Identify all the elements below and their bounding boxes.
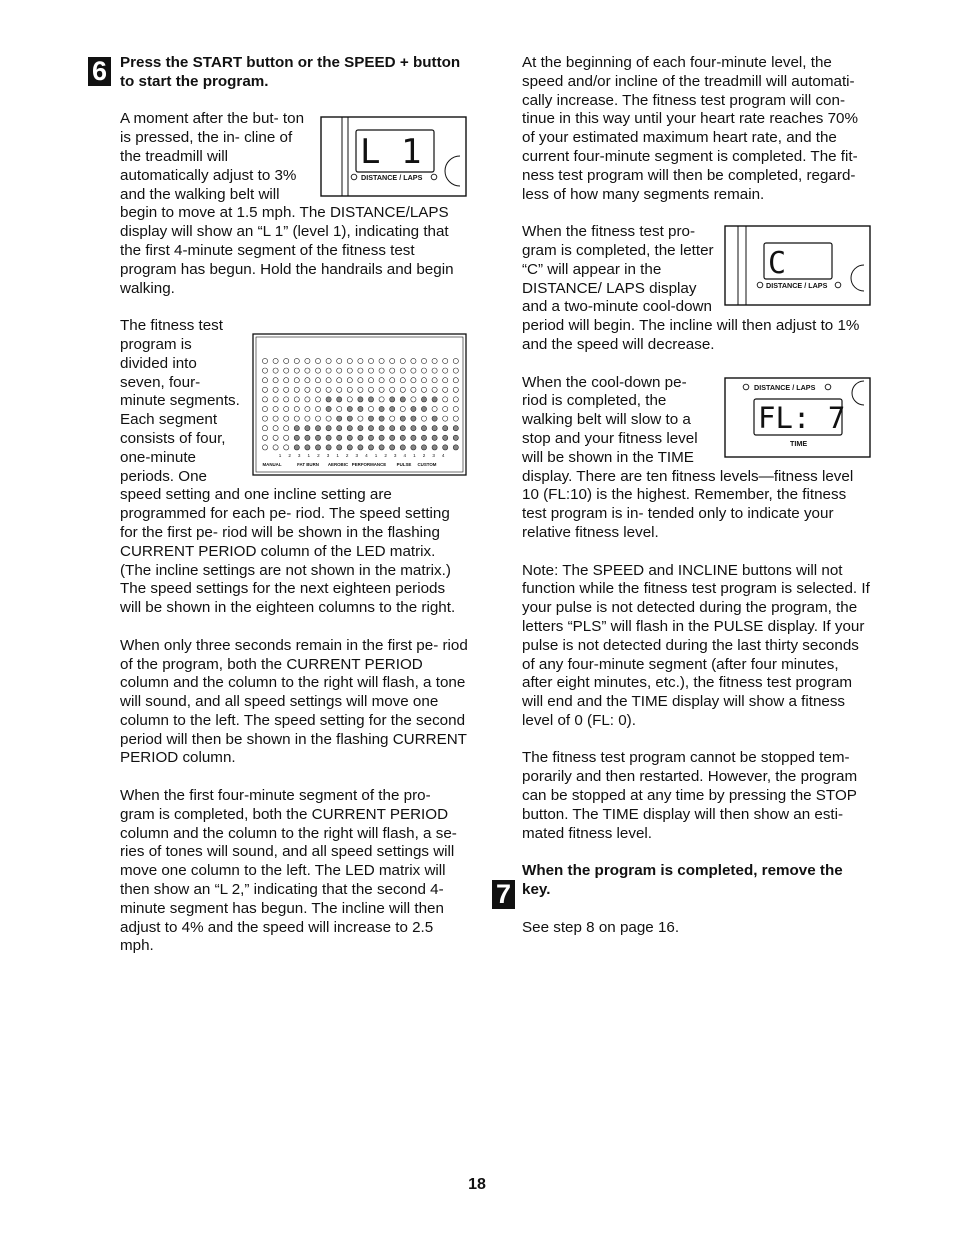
matrix-program-label: FAT BURN	[297, 462, 319, 468]
led-dot	[421, 407, 426, 412]
led-dot	[421, 426, 426, 431]
led-dot	[337, 416, 342, 421]
led-dot	[400, 407, 405, 412]
led-dot	[432, 407, 437, 412]
led-dot	[294, 445, 299, 450]
led-dot	[432, 416, 437, 421]
figure-level-display	[320, 116, 468, 198]
led-dot	[315, 368, 320, 373]
led-dot	[453, 426, 458, 431]
led-dot	[400, 426, 405, 431]
led-dot	[411, 445, 416, 450]
led-dot	[400, 416, 405, 421]
led-dot	[411, 435, 416, 440]
led-dot	[379, 407, 384, 412]
led-dot	[337, 387, 342, 392]
step-6-number: 6	[88, 57, 111, 86]
led-dot	[358, 416, 363, 421]
led-dot	[379, 397, 384, 402]
led-dot	[347, 397, 352, 402]
led-dot	[305, 407, 310, 412]
led-dot	[294, 359, 299, 364]
step-6-paragraph-7: When the cool-down pe- riod is completed, the walking belt will slow to a stop and your fitness level will be shown in the TIME display. There are ten fitness levels—fitness level 10 (FL:10) is the highest. Remember, the fitness test program is in- tended only to indicate your relative fitness level.	[522, 373, 854, 541]
led-dot	[443, 435, 448, 440]
led-dot	[284, 426, 289, 431]
led-dot	[273, 378, 278, 383]
led-dot	[284, 407, 289, 412]
led-dot	[315, 445, 320, 450]
led-dot	[453, 368, 458, 373]
step-7-title: When the program is completed, remove the key.	[522, 862, 843, 899]
led-dot	[326, 387, 331, 392]
led-dot	[400, 359, 405, 364]
led-dot	[400, 378, 405, 383]
matrix-column-number: 1	[413, 453, 416, 459]
led-dot	[315, 378, 320, 383]
led-dot	[315, 397, 320, 402]
led-dot	[390, 426, 395, 431]
led-dot	[305, 435, 310, 440]
led-dot	[379, 387, 384, 392]
matrix-program-label: PERFORMANCE	[351, 462, 387, 468]
led-dot	[315, 359, 320, 364]
led-dot	[368, 368, 373, 373]
led-dot	[390, 445, 395, 450]
led-dot	[262, 378, 267, 383]
matrix-program-label: CUSTOM	[417, 462, 437, 468]
led-dot	[337, 445, 342, 450]
led-dot	[326, 416, 331, 421]
led-dot	[284, 387, 289, 392]
led-dot	[315, 407, 320, 412]
matrix-column-number: 3	[355, 453, 359, 459]
step-6-paragraph-4: When the first four-minute segment of the pro- gram is completed, both the CURRENT PERIOD column and the column to the right will flash, a se- ries of tones will sound, and all speed settings will move one column to the left. The LED matrix will then show an “L 2,” indicating that the second 4- minute segment has begun. The incline will then adjust to 4% and the speed will increase to 2.5 mph.	[120, 787, 457, 955]
led-dot	[390, 387, 395, 392]
led-dot	[273, 387, 278, 392]
led-dot	[358, 445, 363, 450]
matrix-column-number: 3	[326, 453, 330, 459]
led-dot	[337, 359, 342, 364]
lcd-fitness-level-text: FL: 7	[758, 400, 846, 435]
led-dot	[294, 416, 299, 421]
led-dot	[421, 378, 426, 383]
led-dot	[432, 378, 437, 383]
led-dot	[368, 397, 373, 402]
matrix-program-label: MANUAL	[262, 462, 282, 468]
matrix-column-number: 3	[432, 453, 435, 459]
led-dot	[326, 397, 331, 402]
matrix-program-label: PULSE	[396, 462, 412, 468]
led-dot	[379, 445, 384, 450]
led-dot	[262, 426, 267, 431]
led-dot	[315, 387, 320, 392]
led-dot	[379, 359, 384, 364]
led-dot	[347, 435, 352, 440]
led-dot	[443, 397, 448, 402]
led-dot	[421, 445, 426, 450]
led-dot	[432, 435, 437, 440]
led-dot	[262, 359, 267, 364]
led-dot	[273, 426, 278, 431]
led-dot	[294, 378, 299, 383]
led-dot	[411, 378, 416, 383]
led-dot	[432, 397, 437, 402]
led-dot	[262, 397, 267, 402]
led-dot	[421, 359, 426, 364]
led-dot	[358, 397, 363, 402]
led-dot	[368, 435, 373, 440]
led-dot	[400, 445, 405, 450]
left-column	[120, 54, 468, 956]
led-dot	[453, 407, 458, 412]
led-dot	[273, 397, 278, 402]
led-dot	[305, 397, 310, 402]
led-dot	[358, 407, 363, 412]
led-dot	[358, 435, 363, 440]
distance-laps-label: DISTANCE / LAPS	[361, 173, 423, 183]
matrix-column-number: 1	[374, 453, 378, 459]
led-dot	[453, 435, 458, 440]
led-dot	[347, 378, 352, 383]
led-dot	[368, 407, 373, 412]
led-dot	[347, 359, 352, 364]
step-6-title: Press the START button or the SPEED + button to start the program.	[120, 54, 461, 90]
led-dot	[358, 378, 363, 383]
led-dot	[262, 387, 267, 392]
matrix-column-number: 2	[317, 453, 320, 459]
led-dot	[443, 407, 448, 412]
matrix-column-number: 2	[345, 453, 349, 459]
led-dot	[294, 435, 299, 440]
led-dot	[284, 445, 289, 450]
led-dot	[411, 387, 416, 392]
led-dot	[337, 397, 342, 402]
led-dot	[379, 426, 384, 431]
step-6-paragraph-6: When the fitness test pro- gram is completed, the letter “C” will appear in the DISTANCE/ LAPS display and a two-minute cool-down period will begin. The incline will then adjust to 1% and the speed will decrease.	[522, 223, 860, 353]
led-dot	[443, 359, 448, 364]
led-dot	[305, 416, 310, 421]
led-dot	[315, 426, 320, 431]
led-dot	[294, 407, 299, 412]
led-dot	[400, 397, 405, 402]
led-dot	[347, 445, 352, 450]
led-dot	[326, 445, 331, 450]
led-dot	[326, 407, 331, 412]
lcd-level-text: L 1	[360, 132, 422, 173]
time-label: TIME	[790, 438, 808, 448]
matrix-column-number: 2	[422, 453, 426, 459]
led-dot	[273, 435, 278, 440]
led-dot	[368, 359, 373, 364]
led-dot	[390, 407, 395, 412]
led-dot	[432, 426, 437, 431]
led-dot	[390, 416, 395, 421]
led-dot	[368, 387, 373, 392]
matrix-column-number: 1	[336, 453, 339, 459]
led-dot	[273, 407, 278, 412]
led-dot	[337, 378, 342, 383]
step-6-paragraph-1: A moment after the but- ton is pressed, the in- cline of the treadmill will automatically adjust to 3% and the walking belt will begin to move at 1.5 mph. The DISTANCE/LAPS display will show an “L 1” (level 1), indicating that the first 4-minute segment of the fitness test program has begun. Hold the handrails and begin walking.	[120, 110, 454, 297]
led-dot	[400, 435, 405, 440]
led-dot	[411, 368, 416, 373]
matrix-column-number: 4	[441, 453, 445, 459]
led-dot	[358, 426, 363, 431]
led-dot	[305, 426, 310, 431]
led-dot	[443, 387, 448, 392]
led-dot	[337, 407, 342, 412]
step-7-paragraph-1: See step 8 on page 16.	[522, 918, 680, 936]
led-dot	[262, 416, 267, 421]
led-dot	[368, 426, 373, 431]
led-dot	[432, 368, 437, 373]
led-dot	[443, 378, 448, 383]
led-dot	[432, 445, 437, 450]
step-6-paragraph-8: Note: The SPEED and INCLINE buttons will not function while the fitness test program is selected. If your pulse is not detected during the program, the letters “PLS” will flash in the PULSE display. If your pulse is not detected during the last thirty seconds of any four-minute segment (after four minutes, after eight minutes, etc.), the fitness test program will end and the TIME display will show a fitness level of 0 (FL: 0).	[522, 561, 870, 729]
led-dot	[368, 378, 373, 383]
led-dot	[347, 426, 352, 431]
led-dot	[368, 416, 373, 421]
led-dot	[358, 359, 363, 364]
led-dot	[453, 397, 458, 402]
matrix-column-number: 1	[307, 453, 311, 459]
led-dot	[443, 416, 448, 421]
led-dot	[368, 445, 373, 450]
matrix-column-number: 4	[365, 453, 368, 459]
matrix-column-number: 3	[297, 453, 301, 459]
led-dot	[262, 445, 267, 450]
step-7-number: 7	[492, 880, 515, 909]
led-dot	[379, 378, 384, 383]
led-dot	[453, 378, 458, 383]
led-dot	[284, 359, 289, 364]
led-dot	[337, 368, 342, 373]
led-dot	[326, 426, 331, 431]
led-dot	[284, 397, 289, 402]
led-dot	[379, 435, 384, 440]
led-dot	[273, 445, 278, 450]
matrix-column-number: 1	[278, 453, 282, 459]
led-dot	[337, 426, 342, 431]
led-dot	[411, 397, 416, 402]
matrix-column-number: 4	[403, 453, 407, 459]
led-dot	[443, 368, 448, 373]
led-dot	[273, 368, 278, 373]
page-number: 18	[468, 1176, 486, 1193]
led-dot	[443, 426, 448, 431]
led-dot	[262, 368, 267, 373]
led-dot	[294, 368, 299, 373]
led-dot	[305, 368, 310, 373]
led-dot	[390, 378, 395, 383]
distance-laps-label-3: DISTANCE / LAPS	[754, 382, 816, 392]
led-dot	[273, 416, 278, 421]
led-dot	[390, 368, 395, 373]
led-dot	[411, 407, 416, 412]
figure-led-matrix	[252, 333, 468, 477]
led-dot	[421, 435, 426, 440]
led-dot	[294, 387, 299, 392]
led-dot	[432, 359, 437, 364]
led-dot	[326, 368, 331, 373]
led-dot	[284, 378, 289, 383]
led-dot	[358, 368, 363, 373]
led-dot	[262, 407, 267, 412]
led-dot	[379, 368, 384, 373]
matrix-column-number: 2	[288, 453, 291, 459]
matrix-program-label: AEROBIC	[327, 462, 349, 468]
step-6-paragraph-3: When only three seconds remain in the first pe- riod of the program, both the CURRENT PERIOD column and the column to the right will flash, a tone will sound, and all speed settings will move one column to the left. The speed setting for the second period will then be shown in the flashing CURRENT PERIOD column.	[120, 636, 468, 767]
step-6-paragraph-2: The fitness test program is divided into seven, four-minute segments. Each segment consists of four, one-minute periods. One speed setting and one incline setting are programmed for each pe- riod. The speed setting for the first pe- riod will be shown in the flashing CURRENT PERIOD column of the LED matrix. (The incline settings are not shown in the matrix.) The speed settings for the next eighteen periods will be shown in the eighteen columns to the right.	[120, 317, 456, 617]
led-dot	[390, 397, 395, 402]
lcd-cooldown-text: C	[768, 246, 787, 282]
led-dot	[390, 359, 395, 364]
led-dot	[273, 359, 278, 364]
led-dot	[453, 445, 458, 450]
led-dot	[453, 387, 458, 392]
led-dot	[379, 416, 384, 421]
figure-fitness-level-display	[724, 377, 872, 459]
led-dot	[305, 445, 310, 450]
led-dot	[390, 435, 395, 440]
led-dot	[347, 416, 352, 421]
led-dot	[337, 435, 342, 440]
led-dot	[400, 387, 405, 392]
led-dot	[347, 368, 352, 373]
led-dot	[443, 445, 448, 450]
led-dot	[421, 397, 426, 402]
led-dot	[432, 387, 437, 392]
led-dot	[400, 368, 405, 373]
led-dot	[347, 407, 352, 412]
led-dot	[305, 387, 310, 392]
led-dot	[411, 416, 416, 421]
led-dot	[453, 416, 458, 421]
led-dot	[421, 368, 426, 373]
led-dot	[262, 435, 267, 440]
led-dot	[284, 368, 289, 373]
led-dot	[411, 426, 416, 431]
right-column	[522, 54, 872, 937]
led-dot	[284, 416, 289, 421]
step-6-paragraph-5: At the beginning of each four-minute level, the speed and/or incline of the treadmill will automati- cally increase. The fitness test program will con- tinue in this way until your heart rate reaches 70% of your estimated maximum heart rate, and the current four-minute segment is completed. The fit- ness test program will then be completed, regard- less of how many segments remain.	[522, 54, 858, 203]
led-dot	[421, 387, 426, 392]
led-dot	[294, 397, 299, 402]
step-6-paragraph-9: The fitness test program cannot be stopped tem- porarily and then restarted. However, the program can be stopped at any time by pressing the STOP button. The TIME display will then show an esti- mated fitness level.	[522, 749, 858, 842]
led-dot	[315, 416, 320, 421]
led-dot	[315, 435, 320, 440]
led-dot	[421, 416, 426, 421]
led-dot	[294, 426, 299, 431]
led-dot	[326, 359, 331, 364]
led-dot	[453, 359, 458, 364]
matrix-column-number: 3	[393, 453, 397, 459]
distance-laps-label-2: DISTANCE / LAPS	[766, 281, 828, 291]
led-dot	[347, 387, 352, 392]
figure-cooldown-display	[724, 225, 872, 307]
led-dot	[411, 359, 416, 364]
led-dot	[326, 378, 331, 383]
led-dot	[305, 359, 310, 364]
matrix-column-number: 2	[384, 453, 387, 459]
led-dot	[284, 435, 289, 440]
led-dot	[305, 378, 310, 383]
led-dot	[326, 435, 331, 440]
led-dot	[358, 387, 363, 392]
